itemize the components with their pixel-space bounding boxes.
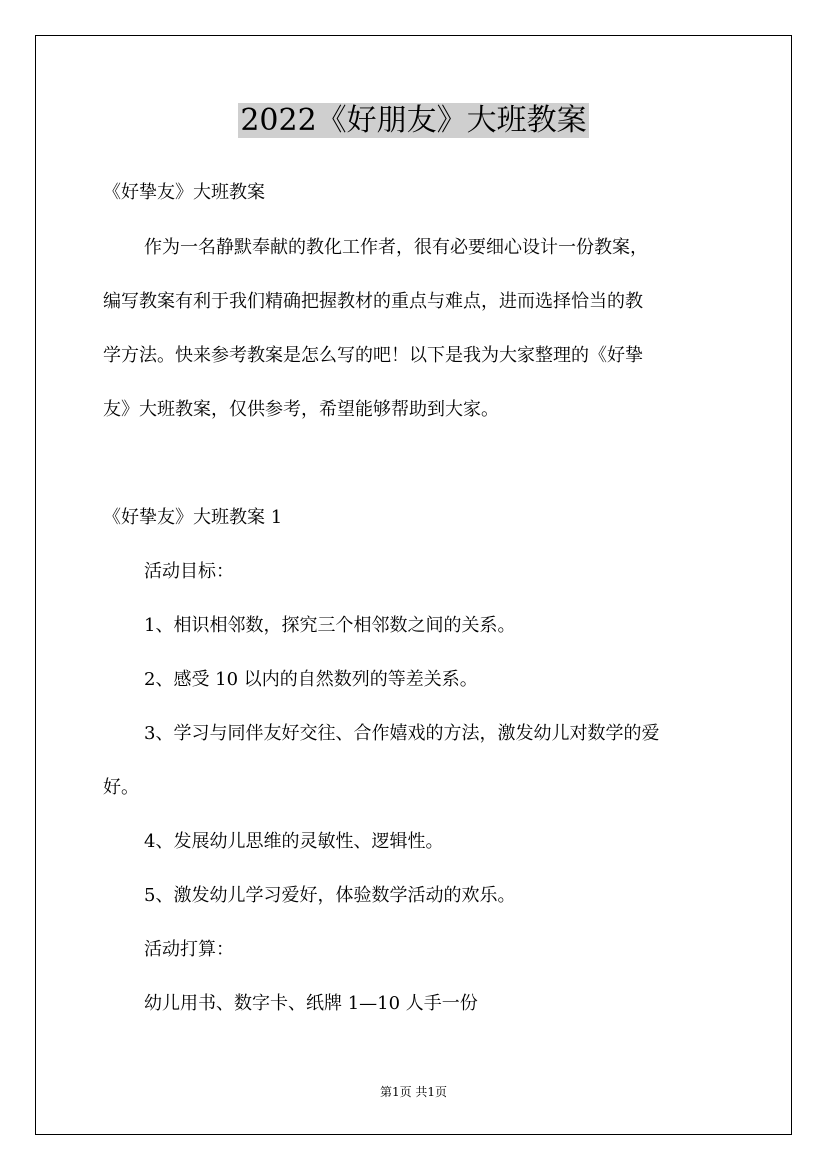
intro-line-1: 作为一名静默奉献的教化工作者，很有必要细心设计一份教案， bbox=[144, 237, 648, 258]
goal-item-2: 2、感受 10 以内的自然数列的等差关系。 bbox=[144, 669, 478, 690]
goal-item-3: 3、学习与同伴友好交往、合作嬉戏的方法，激发幼儿对数学的爱 bbox=[144, 723, 660, 744]
document-title bbox=[0, 99, 827, 143]
intro-line-3: 学方法。快来参考教案是怎么写的吧！以下是我为大家整理的《好挚 bbox=[103, 345, 643, 366]
page-number-footer: 第1页 共1页 bbox=[379, 1085, 448, 1099]
goal-item-1: 1、相识相邻数，探究三个相邻数之间的关系。 bbox=[144, 615, 516, 636]
subtitle: 《好挚友》大班教案 bbox=[103, 182, 265, 203]
intro-line-2: 编写教案有利于我们精确把握教材的重点与难点，进而选择恰当的教 bbox=[103, 291, 643, 312]
goals-heading: 活动目标： bbox=[144, 561, 234, 582]
intro-line-4: 友》大班教案，仅供参考，希望能够帮助到大家。 bbox=[103, 399, 499, 420]
title-highlight: 2022《好朋友》大班教案 bbox=[240, 103, 587, 138]
goal-item-4: 4、发展幼儿思维的灵敏性、逻辑性。 bbox=[144, 831, 444, 852]
section-heading: 《好挚友》大班教案 1 bbox=[103, 507, 283, 528]
prep-heading: 活动打算： bbox=[144, 939, 234, 960]
goal-item-5: 5、激发幼儿学习爱好，体验数学活动的欢乐。 bbox=[144, 885, 516, 906]
prep-text: 幼儿用书、数字卡、纸牌 1—10 人手一份 bbox=[144, 993, 478, 1014]
goal-item-3-continued: 好。 bbox=[103, 777, 139, 798]
